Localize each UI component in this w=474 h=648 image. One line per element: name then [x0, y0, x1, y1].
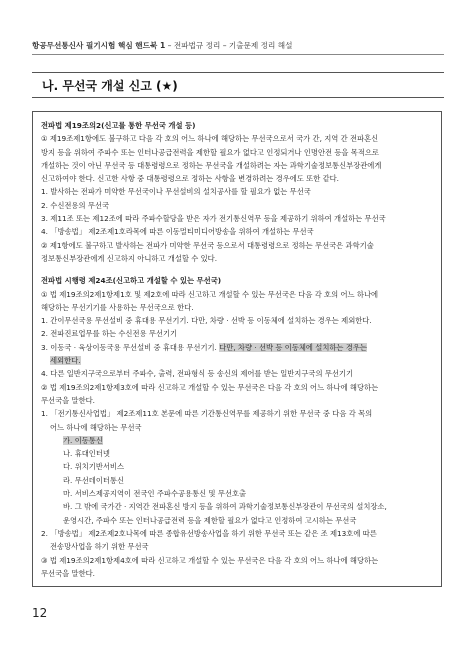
law-line: 방지 등을 위하여 주파수 또는 인터나공급전력을 제한할 필요가 없다고 인정되거나 인명안전 등을 목적으로	[41, 147, 379, 157]
paragraph-gap	[41, 265, 433, 274]
law-subitem: 다. 위치기반서비스	[63, 462, 125, 472]
law-line: ① 법 제19조의2제1항제1호 및 제2호에 따라 신고하고 개설할 수 있는 무선국은 다음 각 호의 어느 하나에	[41, 289, 379, 299]
law-heading-article-19-2: 전파법 제19조의2(신고를 통한 무선국 개설 등)	[41, 121, 196, 130]
law-line: 2. 전파진료업무를 하는 수신전용 무선기기	[41, 329, 178, 339]
running-header	[32, 40, 444, 51]
highlighted-text: 세외한다.	[50, 356, 81, 366]
law-line: 개설하는 것이 아닌 무선국 등 대통령령으로 정하는 무선국을 개설하려는 자는 과학기술정보통신부장관에게	[41, 160, 382, 170]
law-line: 4. 「방송법」 제2조제1호라목에 따른 이동멀티미디어방송을 위하여 개설하는 무선국	[41, 227, 314, 237]
law-line: 1. 간이무선국용 무선설비 중 휴대용 무선기기. 다만, 차량 · 선박 등 이동체에 설치하는 경우는 제외한다.	[41, 316, 372, 326]
law-line: 4. 다른 일반지구국으로부터 주파수, 출력, 전파형식 등 송신의 제어를 받는 일반지구국의 무선기기	[41, 369, 354, 379]
law-line: 1. 발사하는 전파가 미약한 무선국이나 무선설비의 설치공사를 할 필요가 없는 무선국	[41, 187, 311, 197]
law-line: 무선국을 말한다.	[41, 568, 95, 578]
law-subitem: 바. 그 밖에 국가간 · 지역간 전파혼신 방지 등을 위하여 과학기술정보통신부장관이 무선국의 설치장소,	[63, 502, 387, 512]
law-subitem: 라. 무선데이터통신	[63, 475, 125, 485]
law-subitem-cont: 운영시간, 주파수 또는 인터나공급전력 등을 제한할 필요가 없다고 인정하여 고시하는 무선국	[63, 515, 357, 525]
highlighted-text: 가. 이동통신	[63, 435, 103, 445]
law-subitem	[41, 434, 433, 447]
law-line: ② 제1항에도 불구하고 발사하는 전파가 미약한 무선국 등으로서 대통령령으로 정하는 무선국은 과학기술	[41, 240, 374, 250]
page-number: 12	[32, 606, 48, 620]
law-line: ③ 법 제19조의2제1항제4호에 따라 신고하고 개설할 수 있는 무선국은 다음 각 호의 어느 하나에 해당하는	[41, 555, 379, 565]
law-line: 3. 제11조 또는 제12조에 따라 주파수할당을 받은 자가 전기통신역무 등을 제공하기 위하여 개설하는 무선국	[41, 214, 386, 224]
law-subitem: 마. 서비스제공지역이 전국인 주파수공용통신 및 무선호출	[63, 489, 247, 499]
law-line: 2. 수신전용의 무선국	[41, 200, 109, 210]
law-line-highlighted	[41, 341, 433, 354]
header-chapter: – 전파법규 정리 – 기출문제 정리 해설	[165, 41, 293, 50]
law-line: 전송망사업을 하기 위한 무선국	[50, 542, 149, 552]
law-line: 정보통신부장관에게 신고하지 아니하고 개설할 수 있다.	[41, 253, 218, 263]
law-line: 해당하는 무선기기를 사용하는 무선국으로 한다.	[41, 302, 194, 312]
law-line-highlighted-cont	[41, 354, 433, 367]
law-text-box	[32, 111, 442, 587]
law-heading-decree-24: 전파법 시행령 제24조(신고하고 개설할 수 있는 무선국)	[41, 276, 222, 286]
section-title: 나. 무선국 개설 신고 (★)	[42, 78, 178, 93]
law-subitem: 나. 휴대인터넷	[63, 449, 110, 459]
law-line-text: 3. 이동국 · 육상이동국용 무선설비 중 휴대용 무선기기.	[41, 342, 220, 352]
law-line: 무선국을 말한다.	[41, 395, 95, 405]
law-line: ② 법 제19조의2제1항제3호에 따라 신고하고 개설할 수 있는 무선국은 다음 각 호의 어느 하나에 해당하는	[41, 382, 379, 392]
law-line: 1. 「전기통신사업법」 제2조제11호 본문에 따른 기간통신역무를 제공하기 위한 무선국 중 다음 각 목의	[41, 409, 373, 419]
law-line: 어느 하나에 해당하는 무선국	[50, 422, 142, 432]
highlighted-text: 다만, 차량 · 선박 등 이동체에 설치하는 경우는	[219, 342, 367, 352]
law-line: 2. 「방송법」 제2조제2호나목에 따른 종합유선방송사업을 하기 위한 무선국 또는 같은 조 제13호에 따른	[41, 528, 377, 538]
law-line: ① 제19조제1항에도 불구하고 다음 각 호의 어느 하나에 해당하는 무선국으로서 국가 간, 지역 간 전파혼신	[41, 134, 379, 144]
law-line: 신고하여야 한다. 신고한 사항 중 대통령령으로 정하는 사항을 변경하려는 경우에도 또한 같다.	[41, 174, 340, 184]
section-title-bar	[32, 72, 444, 98]
header-book-title: 항공무선통신사 필기시험 핵심 핸드북 1	[32, 41, 166, 50]
header-divider	[32, 54, 444, 55]
